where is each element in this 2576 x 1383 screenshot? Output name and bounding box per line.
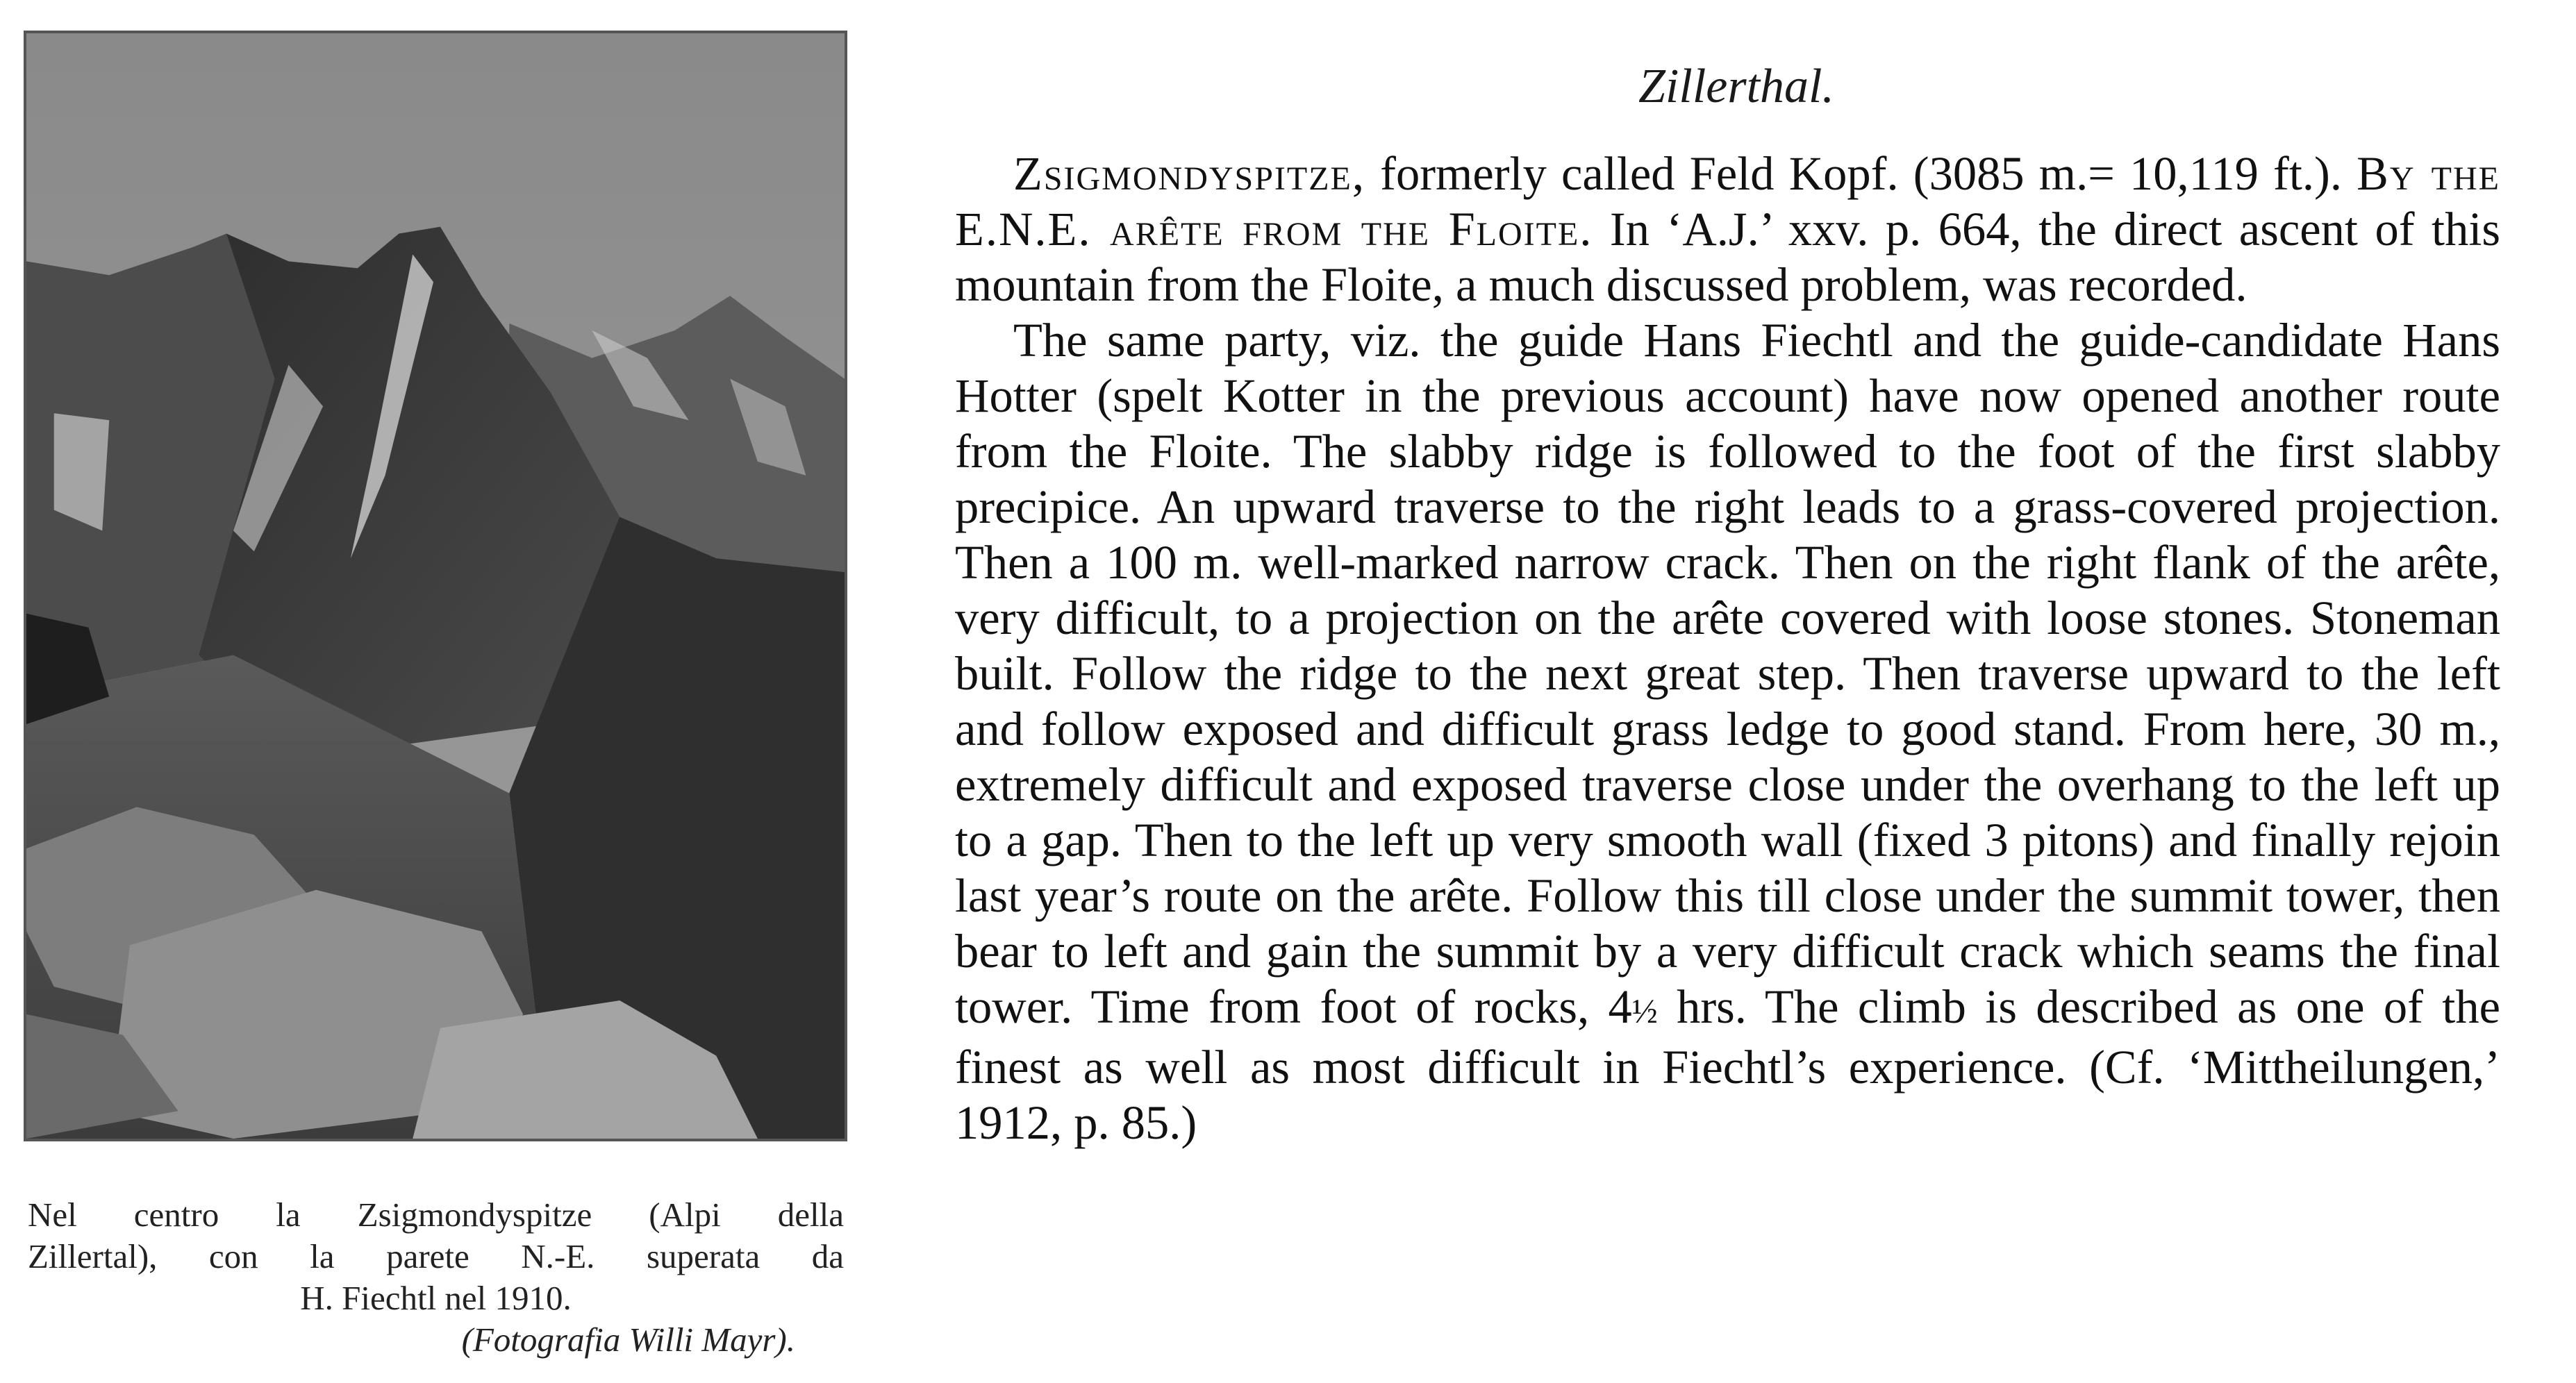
mountain-photo xyxy=(24,31,847,1141)
paragraph-2 xyxy=(955,312,2500,1150)
paragraph-1-text-b: In ‘A.J.’ xxv. p. 664, the direct ascent of this mountain from the Floite, a much discussed problem, was recorded. xyxy=(955,203,2501,311)
photo-credit: (Fotografia Willi Mayr). xyxy=(461,1321,795,1359)
caption-line-2: Zillertal), con la parete N.-E. superata da xyxy=(28,1237,844,1275)
paragraph-1 xyxy=(955,146,2500,312)
figure-caption xyxy=(28,1194,844,1361)
route-heading: By the E.N.E. arête from the Floite. xyxy=(955,147,2500,255)
article-body xyxy=(955,146,2500,1150)
caption-line-1: Nel centro la Zsigmondyspitze (Alpi della xyxy=(28,1196,844,1234)
mountain-photo-image xyxy=(26,33,845,1139)
section-title: Zillerthal. xyxy=(1638,60,1834,113)
paragraph-2-text-a: The same party, viz. the guide Hans Fiechtl and the guide-candidate Hans Hotter (spelt Kotter in the previous account) have now opened another route from the Floite. The slabby ridge is followed to the foot of the first slabby precipice. An upward traverse to the right leads to a grass-covered projection. Then a 100 m. well-marked narrow crack. Then on the right flank of the arête, very difficult, to a projection on the arête covered with loose stones. Stoneman built. Follow the ridge to the next great step. Then traverse upward to the left and follow exposed and difficult grass ledge to good stand. From here, 30 m., extremely difficult and exposed traverse close under the overhang to the left up to a gap. Then to the left up very smooth wall (fixed 3 pitons) and finally rejoin last year’s route on the arête. Follow this till close under the summit tower, then bear to left and gain the summit by a very difficult crack which seams the final tower. Time from foot of rocks, 4 xyxy=(955,314,2500,1033)
fraction: ½ xyxy=(1631,992,1658,1030)
paragraph-2-text-b: hrs. The climb is described as one of the finest as well as most difficult in Fiechtl’s experience. (Cf. ‘Mittheilungen,’ 1912, p. 85.) xyxy=(955,980,2500,1149)
paragraph-1-text-a: formerly called Feld Kopf. (3085 m.= 10,119 ft.). xyxy=(1365,147,2357,200)
caption-line-3: H. Fiechtl nel 1910. xyxy=(300,1279,572,1317)
peak-name: Zsigmondyspitze, xyxy=(1013,147,1365,200)
